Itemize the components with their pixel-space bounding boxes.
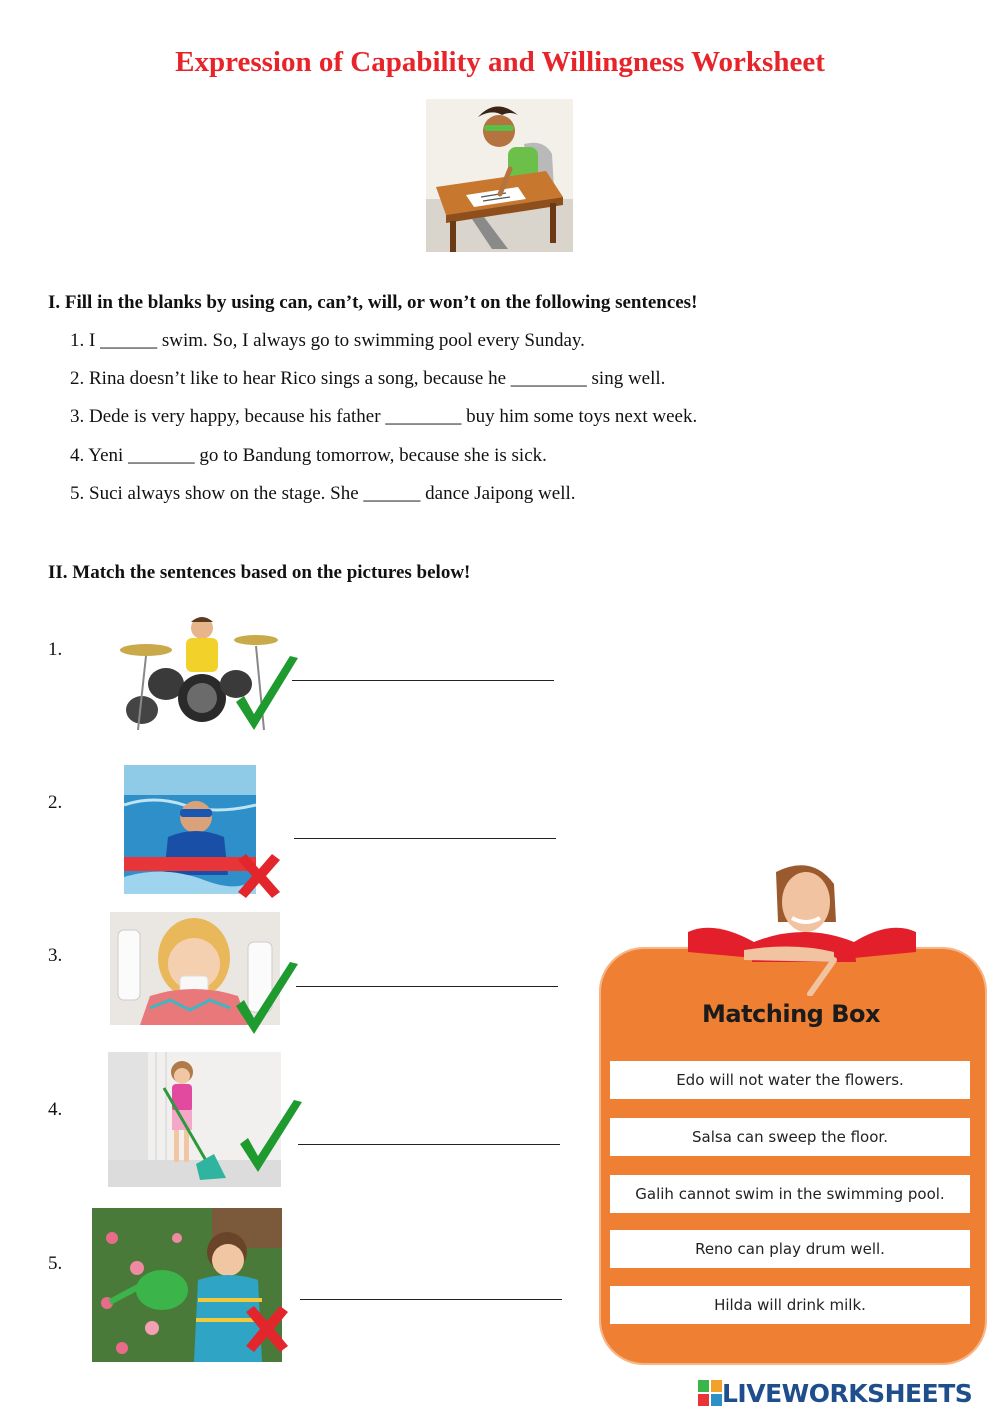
answer-line-2[interactable] (294, 838, 556, 839)
matching-option-2[interactable]: Salsa can sweep the floor. (610, 1118, 970, 1156)
item-2-number: 2. (48, 792, 63, 813)
matching-option-5[interactable]: Hilda will drink milk. (610, 1286, 970, 1324)
item-4-number: 4. (48, 1099, 63, 1120)
answer-line-1[interactable] (292, 680, 554, 681)
section-2-heading: II. Match the sentences based on the pictures below! (48, 562, 471, 583)
check-mark-icon (236, 1098, 306, 1176)
matching-box-title: Matching Box (702, 1000, 880, 1028)
matching-option-3[interactable]: Galih cannot swim in the swimming pool. (610, 1175, 970, 1213)
check-mark-icon (232, 654, 302, 734)
section-1-heading: I. Fill in the blanks by using can, can’t, will, or won’t on the following sentences! (48, 292, 698, 313)
question-3: 3. Dede is very happy, because his father ________ buy him some toys next week. (70, 406, 698, 427)
item-5-number: 5. (48, 1253, 63, 1274)
student-writing-illustration (426, 99, 573, 252)
question-2: 2. Rina doesn’t like to hear Rico sings a song, because he ________ sing well. (70, 368, 666, 389)
worksheet-title: Expression of Capability and Willingness Worksheet (175, 46, 825, 78)
cross-mark-icon (234, 852, 284, 900)
question-4: 4. Yeni _______ go to Bandung tomorrow, because she is sick. (70, 445, 547, 466)
question-1: 1. I ______ swim. So, I always go to swimming pool every Sunday. (70, 330, 585, 351)
item-3-number: 3. (48, 945, 63, 966)
liveworksheets-logo-icon (698, 1380, 722, 1406)
liveworksheets-logo (698, 1376, 972, 1410)
answer-line-3[interactable] (296, 986, 558, 987)
cross-mark-icon (242, 1304, 292, 1354)
woman-pointing-illustration (684, 862, 920, 996)
matching-option-1[interactable]: Edo will not water the flowers. (610, 1061, 970, 1099)
matching-option-4[interactable]: Reno can play drum well. (610, 1230, 970, 1268)
item-1-number: 1. (48, 639, 63, 660)
liveworksheets-logo-text: LIVEWORKSHEETS (722, 1378, 973, 1408)
answer-line-4[interactable] (298, 1144, 560, 1145)
check-mark-icon (232, 960, 302, 1038)
question-5: 5. Suci always show on the stage. She ______ dance Jaipong well. (70, 483, 576, 504)
answer-line-5[interactable] (300, 1299, 562, 1300)
